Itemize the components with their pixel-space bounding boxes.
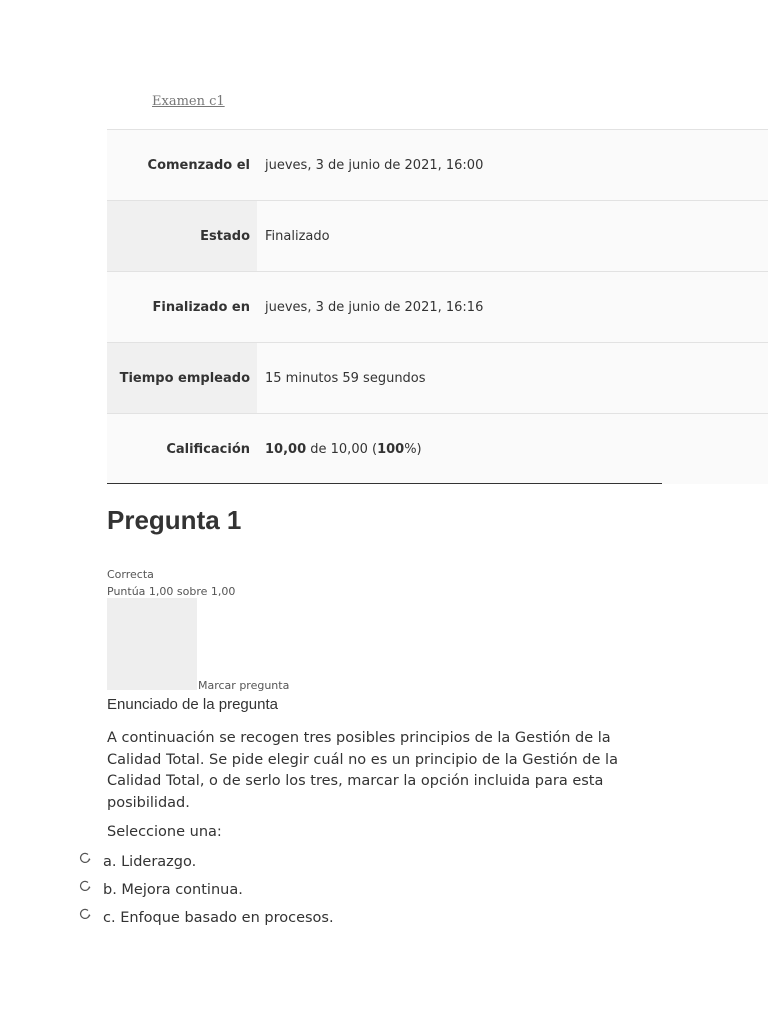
radio-icon[interactable]: [78, 851, 92, 865]
question-prompt: Seleccione una:: [107, 824, 222, 840]
grade-percent: 100: [377, 441, 405, 457]
summary-grade-value: [257, 414, 768, 484]
question-score: Puntúa 1,00 sobre 1,00: [107, 585, 236, 598]
radio-icon[interactable]: [78, 879, 92, 893]
question-text: A continuación se recogen tres posibles principios de la Gestión de la Calidad Total. Se pide elegir cuál no es un principio de la Gestión de la Calidad Total, o de serlo los tres, marcar la opción incluida para esta posibilidad.: [107, 730, 618, 811]
summary-row-started: [107, 130, 768, 201]
question-state: Correcta: [107, 568, 154, 581]
summary-row-state: [107, 201, 768, 272]
summary-value: jueves, 3 de junio de 2021, 16:00: [265, 157, 484, 173]
summary-value: Finalizado: [265, 228, 330, 244]
answer-label: c. Enfoque basado en procesos.: [103, 910, 334, 926]
summary-label: Tiempo empleado: [107, 343, 257, 413]
radio-icon[interactable]: [78, 907, 92, 921]
grade-of-text: de 10,00 (: [306, 441, 378, 457]
grade-score: 10,00: [265, 441, 307, 457]
summary-label: Comenzado el: [147, 157, 250, 173]
question-title: Pregunta 1: [107, 505, 242, 535]
summary-label: Finalizado en: [152, 299, 250, 315]
summary-row-grade: [107, 414, 768, 484]
question-info: [107, 566, 235, 600]
flag-icon[interactable]: [107, 598, 197, 690]
summary-value: 15 minutos 59 segundos: [265, 370, 426, 386]
grade-close-text: %): [404, 441, 422, 457]
summary-row-finished: [107, 272, 768, 343]
answer-option-a[interactable]: [78, 848, 334, 876]
divider: [107, 483, 662, 484]
question-heading: Enunciado de la pregunta: [107, 696, 278, 713]
flag-question-label[interactable]: Marcar pregunta: [198, 679, 290, 692]
summary-row-time-taken: [107, 343, 768, 414]
summary-label: Calificación: [166, 441, 250, 457]
answer-label: a. Liderazgo.: [103, 854, 197, 870]
summary-value: jueves, 3 de junio de 2021, 16:16: [265, 299, 484, 315]
answer-option-b[interactable]: [78, 876, 334, 904]
answer-option-c[interactable]: [78, 904, 334, 932]
answer-label: b. Mejora continua.: [103, 882, 243, 898]
answer-options: [78, 848, 334, 932]
attempt-summary-table: [107, 129, 768, 484]
breadcrumb-exam-link[interactable]: Examen c1: [152, 94, 225, 109]
summary-label: Estado: [107, 201, 257, 271]
